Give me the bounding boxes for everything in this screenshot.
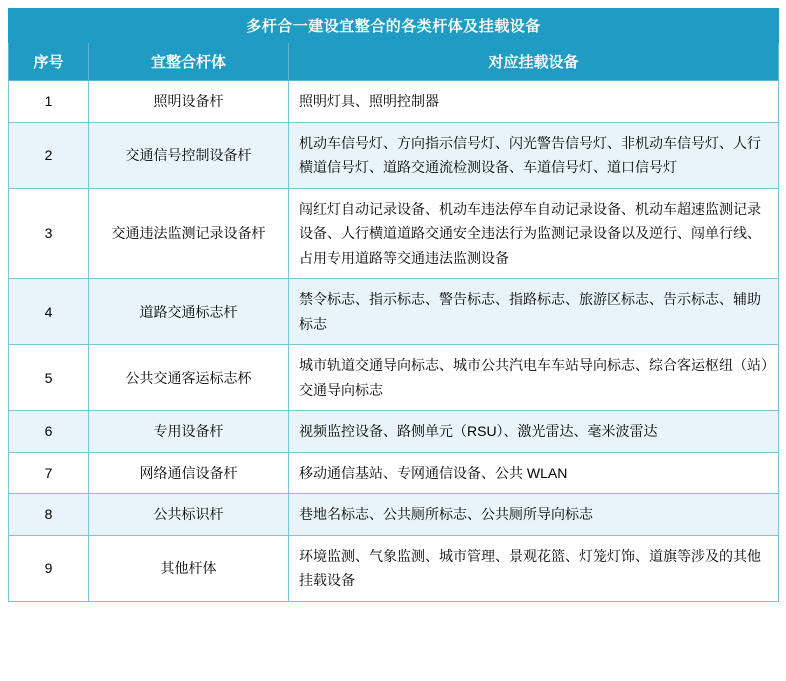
cell-pole: 道路交通标志杆 — [89, 279, 289, 345]
cell-pole: 网络通信设备杆 — [89, 452, 289, 494]
table-row — [9, 279, 779, 345]
cell-no: 5 — [9, 345, 89, 411]
cell-pole: 专用设备杆 — [89, 411, 289, 453]
table-row — [9, 535, 779, 601]
cell-pole: 公共交通客运标志杯 — [89, 345, 289, 411]
cell-equipment: 视频监控设备、路侧单元（RSU）、激光雷达、毫米波雷达 — [289, 411, 779, 453]
cell-pole: 交通信号控制设备杆 — [89, 122, 289, 188]
column-header-pole: 宜整合杆体 — [89, 43, 289, 81]
cell-no: 8 — [9, 494, 89, 536]
cell-pole: 照明设备杆 — [89, 81, 289, 123]
cell-equipment: 巷地名标志、公共厕所标志、公共厕所导向标志 — [289, 494, 779, 536]
cell-equipment: 闯红灯自动记录设备、机动车违法停车自动记录设备、机动车超速监测记录设备、人行横道道路交通安全违法行为监测记录设备以及逆行、闯单行线、占用专用道路等交通违法监测设备 — [289, 188, 779, 279]
cell-equipment: 机动车信号灯、方向指示信号灯、闪光警告信号灯、非机动车信号灯、人行横道信号灯、道路交通流检测设备、车道信号灯、道口信号灯 — [289, 122, 779, 188]
cell-equipment: 城市轨道交通导向标志、城市公共汽电车车站导向标志、综合客运枢纽（站）交通导向标志 — [289, 345, 779, 411]
cell-no: 6 — [9, 411, 89, 453]
pole-integration-table — [8, 8, 779, 602]
cell-equipment: 禁令标志、指示标志、警告标志、指路标志、旅游区标志、告示标志、辅助标志 — [289, 279, 779, 345]
cell-no: 1 — [9, 81, 89, 123]
column-header-no: 序号 — [9, 43, 89, 81]
table-row — [9, 345, 779, 411]
table-header-row — [9, 43, 779, 81]
cell-no: 3 — [9, 188, 89, 279]
cell-no: 9 — [9, 535, 89, 601]
table-row — [9, 411, 779, 453]
table-row — [9, 494, 779, 536]
cell-no: 7 — [9, 452, 89, 494]
cell-no: 2 — [9, 122, 89, 188]
cell-equipment: 照明灯具、照明控制器 — [289, 81, 779, 123]
table-row — [9, 81, 779, 123]
cell-equipment: 移动通信基站、专网通信设备、公共 WLAN — [289, 452, 779, 494]
cell-pole: 交通违法监测记录设备杆 — [89, 188, 289, 279]
table-row — [9, 188, 779, 279]
table-row — [9, 122, 779, 188]
table-title-row — [9, 9, 779, 43]
column-header-equipment: 对应挂载设备 — [289, 43, 779, 81]
table-row — [9, 452, 779, 494]
cell-pole: 公共标识杆 — [89, 494, 289, 536]
cell-pole: 其他杆体 — [89, 535, 289, 601]
cell-no: 4 — [9, 279, 89, 345]
table-title: 多杆合一建设宜整合的各类杆体及挂载设备 — [9, 9, 779, 43]
cell-equipment: 环境监测、气象监测、城市管理、景观花篮、灯笼灯饰、道旗等涉及的其他挂载设备 — [289, 535, 779, 601]
